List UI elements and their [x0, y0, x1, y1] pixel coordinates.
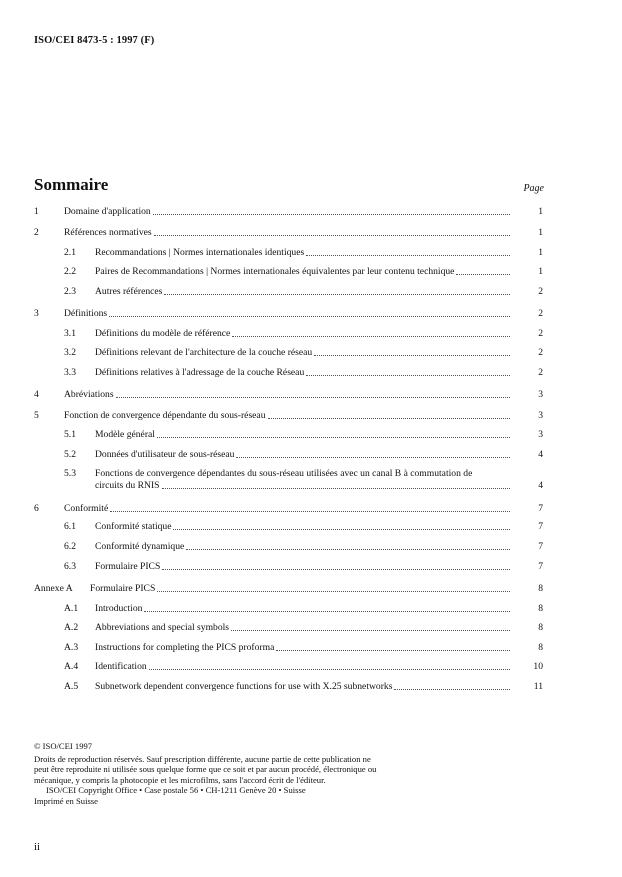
- toc-entry-leader: [95, 480, 510, 492]
- toc-entry-number: 3.1: [64, 328, 76, 339]
- dot-leader: [232, 335, 510, 337]
- toc-entry-label: Recommandations | Normes internationales identiques: [95, 247, 305, 258]
- document-header: ISO/CEI 8473-5 : 1997 (F): [34, 35, 155, 46]
- toc-entry-number: 6.1: [64, 521, 76, 532]
- toc-entry-leader: [95, 681, 510, 693]
- dot-leader: [157, 590, 510, 592]
- toc-entry-number: A.1: [64, 603, 79, 614]
- toc-entry-label: Abbreviations and special symbols: [95, 622, 230, 633]
- page-column-label: Page: [523, 183, 544, 194]
- rights-line-3: mécanique, y compris la photocopie et les microfilms, sans l'accord écrit de l'éditeur.: [34, 774, 326, 785]
- dot-leader: [306, 254, 510, 256]
- toc-entry-page: 11: [533, 681, 543, 692]
- toc-entry-leader: [95, 247, 510, 259]
- toc-entry-label: Définitions du modèle de référence: [95, 328, 231, 339]
- toc-entry-number: 5.2: [64, 449, 76, 460]
- toc-entry-page: 8: [538, 603, 543, 614]
- toc-entry-leader: [95, 521, 510, 533]
- toc-entry-page: 1: [538, 227, 543, 238]
- toc-entry-number: 3.2: [64, 347, 76, 358]
- printed-in: Imprimé en Suisse: [34, 795, 98, 806]
- toc-entry-number: 5: [34, 410, 39, 421]
- toc-entry-label: Références normatives: [64, 227, 152, 238]
- toc-entry-number: 6.3: [64, 561, 76, 572]
- toc-entry-label: Paires de Recommandations | Normes internationales équivalentes par leur contenu technique: [95, 266, 455, 277]
- copyright-line: © ISO/CEI 1997: [34, 741, 93, 751]
- toc-entry-label: Conformité dynamique: [95, 541, 185, 552]
- toc-entry-label: Conformité: [64, 503, 109, 514]
- toc-entry-label: Introduction: [95, 603, 143, 614]
- rights-line-2: peut être reproduite ni utilisée sous quelque forme que ce soit et par aucun procédé, électronique ou: [34, 764, 377, 774]
- toc-entry-label: Autres références: [95, 286, 163, 297]
- dot-leader: [186, 548, 510, 550]
- toc-entry-page: 2: [538, 367, 543, 378]
- toc-entry-label: Abréviations: [64, 389, 114, 400]
- toc-entry-page: 1: [538, 247, 543, 258]
- dot-leader: [236, 456, 510, 458]
- toc-entry-label: Conformité statique: [95, 521, 172, 532]
- dot-leader: [394, 688, 510, 690]
- toc-entry-label: Identification: [95, 661, 147, 672]
- toc-entry-label: circuits du RNIS: [95, 480, 160, 491]
- toc-entry-number: 2.3: [64, 286, 76, 297]
- toc-entry-leader: [64, 410, 510, 422]
- dot-leader: [157, 436, 510, 438]
- toc-entry-page: 7: [538, 541, 543, 552]
- toc-entry-leader: [64, 206, 510, 218]
- toc-entry-label: Fonction de convergence dépendante du sous-réseau: [64, 410, 266, 421]
- toc-entry-page: 8: [538, 583, 543, 594]
- toc-entry-page: 2: [538, 347, 543, 358]
- toc-entry-leader: [64, 389, 510, 401]
- toc-entry-leader: [95, 367, 510, 379]
- page-number: ii: [34, 841, 41, 853]
- rights-line-1: Droits de reproduction réservés. Sauf prescription différente, aucune partie de cette publication ne: [34, 753, 371, 764]
- toc-entry-label: Domaine d'application: [64, 206, 151, 217]
- copyright-notice: [34, 741, 394, 806]
- toc-entry-page: 4: [538, 449, 543, 460]
- toc-entry-number: 1: [34, 206, 39, 217]
- toc-entry-number: 4: [34, 389, 39, 400]
- dot-leader: [314, 354, 510, 356]
- toc-entry-label: Modèle général: [95, 429, 155, 440]
- toc-entry-leader: [95, 328, 510, 340]
- toc-entry-leader: [95, 266, 510, 278]
- toc-entry-number: 6.2: [64, 541, 76, 552]
- toc-entry-page: 2: [538, 328, 543, 339]
- toc-entry-leader: [64, 308, 510, 320]
- toc-entry-leader: [95, 603, 510, 615]
- toc-entry-page: 8: [538, 642, 543, 653]
- toc-entry-label: Définitions relatives à l'adressage de la couche Réseau: [95, 367, 305, 378]
- copyright-office: ISO/CEI Copyright Office • Case postale 56 • CH-1211 Genève 20 • Suisse: [46, 785, 306, 795]
- toc-entry-page: 7: [538, 503, 543, 514]
- toc-entry-page: 3: [538, 389, 543, 400]
- toc-entry-leader: [95, 622, 510, 634]
- toc-entry-leader: [95, 429, 510, 441]
- dot-leader: [173, 528, 510, 530]
- dot-leader: [116, 396, 510, 398]
- toc-entry-number: 3.3: [64, 367, 76, 378]
- toc-entry-leader: [95, 347, 510, 359]
- dot-leader: [144, 610, 510, 612]
- dot-leader: [164, 293, 510, 295]
- toc-entry-number: 2: [34, 227, 39, 238]
- toc-entry-leader: [95, 449, 510, 461]
- toc-entry-number: 5.1: [64, 429, 76, 440]
- dot-leader: [109, 315, 510, 317]
- toc-entry-page: 10: [533, 661, 543, 672]
- dot-leader: [153, 213, 510, 215]
- toc-entry-page: 7: [538, 521, 543, 532]
- toc-entry-leader: [95, 541, 510, 553]
- toc-entry-page: 2: [538, 286, 543, 297]
- dot-leader: [110, 510, 510, 512]
- toc-entry-number: 5.3: [64, 468, 76, 479]
- toc-entry-page: 1: [538, 206, 543, 217]
- dot-leader: [162, 568, 510, 570]
- toc-entry-page: 3: [538, 429, 543, 440]
- toc-entry-page: 8: [538, 622, 543, 633]
- toc-entry-number: A.2: [64, 622, 79, 633]
- toc-entry-number: 6: [34, 503, 39, 514]
- dot-leader: [456, 273, 510, 275]
- toc-entry-page: 7: [538, 561, 543, 572]
- toc-entry-leader: [95, 642, 510, 654]
- toc-entry-label: Formulaire PICS: [95, 561, 161, 572]
- toc-entry-page: 3: [538, 410, 543, 421]
- toc-entry-label: Formulaire PICS: [90, 583, 156, 594]
- toc-entry-label-line: Fonctions de convergence dépendantes du sous-réseau utilisées avec un canal B à commutation de: [95, 468, 473, 479]
- dot-leader: [149, 668, 510, 670]
- toc-entry-leader: [95, 286, 510, 298]
- toc-entry-page: 1: [538, 266, 543, 277]
- toc-entry-page: 4: [538, 480, 543, 491]
- toc-entry-label: Instructions for completing the PICS proforma: [95, 642, 275, 653]
- toc-entry-number: 2.2: [64, 266, 76, 277]
- toc-entry-label: Définitions relevant de l'architecture de la couche réseau: [95, 347, 313, 358]
- toc-entry-leader: [95, 661, 510, 673]
- toc-entry-page: 2: [538, 308, 543, 319]
- dot-leader: [162, 487, 511, 489]
- dot-leader: [268, 417, 511, 419]
- dot-leader: [231, 629, 510, 631]
- toc-entry-number: 3: [34, 308, 39, 319]
- page-title: Sommaire: [34, 175, 109, 194]
- toc-entry-number: 2.1: [64, 247, 76, 258]
- dot-leader: [154, 234, 510, 236]
- toc-entry-leader: [64, 227, 510, 239]
- toc-entry-label: Données d'utilisateur de sous-réseau: [95, 449, 235, 460]
- toc-entry-leader: [90, 583, 510, 595]
- toc-entry-number: A.3: [64, 642, 79, 653]
- toc-entry-number: Annexe A: [34, 583, 73, 594]
- toc-entry-label: Subnetwork dependent convergence functions for use with X.25 subnetworks: [95, 681, 393, 692]
- toc-entry-leader: [95, 561, 510, 573]
- toc-entry-leader: [64, 503, 510, 515]
- toc-entry-label: Définitions: [64, 308, 108, 319]
- dot-leader: [306, 374, 510, 376]
- toc-entry-number: A.4: [64, 661, 79, 672]
- toc-entry-number: A.5: [64, 681, 79, 692]
- dot-leader: [276, 649, 510, 651]
